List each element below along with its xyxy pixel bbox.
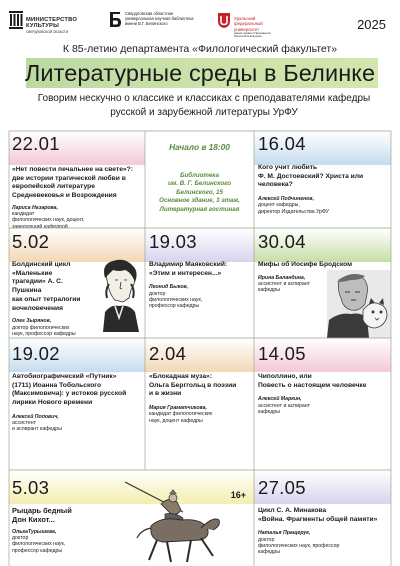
event-date: 5.03 <box>12 477 50 498</box>
event-date: 30.04 <box>258 231 306 252</box>
event-speaker-role: доктор филологических наук, профессор кафедры <box>12 324 76 337</box>
brodsky-photo-image <box>327 270 391 338</box>
event-speaker-role: доктор филологических наук, профессор кафедры <box>12 535 66 554</box>
event-date: 19.02 <box>12 343 60 364</box>
anniversary-line: К 85-летию департамента «Филологический факультет» <box>62 43 338 55</box>
age-rating: 16+ <box>230 490 246 500</box>
event-title: «Нет повести печальнее на свете»?: две истории трагической любви в европейской литературе Средневековья и Возрождения <box>12 166 133 200</box>
library-b-icon <box>108 11 122 29</box>
event-speaker: Мария Граматчикова, <box>149 405 207 412</box>
event-card-1405 <box>254 338 391 470</box>
event-speaker-role: доктор филологических наук, профессор кафедры <box>149 290 203 310</box>
columns-icon <box>9 11 23 29</box>
event-speaker: Олег Зырянов, <box>12 318 52 325</box>
ministry-name: МИНИСТЕРСТВО КУЛЬТУРЫ <box>26 17 78 29</box>
event-card-3004 <box>254 228 391 338</box>
event-speaker-role: кандидат филологических наук, доцент, заведующий кафедрой <box>12 211 85 228</box>
event-speaker: Леонид Быков, <box>149 284 189 291</box>
event-date: 19.03 <box>149 231 197 252</box>
poster-subtitle: Говорим нескучно о классике и классиках с преподавателями кафедры русской и зарубежной литературы УрФУ <box>37 93 371 118</box>
event-speaker: Алексей Подчиненов, <box>258 196 314 203</box>
event-card-0204 <box>145 338 254 470</box>
ministry-logo <box>9 11 77 37</box>
start-time: Начало в 18:00 <box>169 142 230 152</box>
library-name: Свердловская областная универсальная научная библиотека имени В.Г. Белинского <box>125 11 194 27</box>
event-title: Кого учит любить Ф. М. Достоевский? Христа или человека? <box>258 164 364 189</box>
event-speaker-role: доктор филологических наук, профессор кафедры <box>258 536 340 556</box>
event-card-1903 <box>145 228 254 338</box>
poster-title: Литературные среды в Белинке <box>24 60 376 86</box>
event-speaker-role: кандидат филологических наук, доцент кафедры <box>149 411 213 424</box>
event-card-0502 <box>9 228 145 338</box>
event-speaker: Ирина Баландина, <box>258 274 306 281</box>
library-logo <box>108 11 194 37</box>
event-speaker-role: доцент кафедры, директор Издательства УрФУ <box>258 202 330 215</box>
don-quixote-illustration-image <box>121 476 231 566</box>
event-speaker: Лариса Назарова, <box>12 204 58 211</box>
event-title: Чиполлино, или Повесть о настоящем человечке <box>258 373 367 389</box>
event-card-2705 <box>254 470 391 566</box>
event-info-card <box>145 131 254 228</box>
event-speaker: Алексей Маркин, <box>258 396 302 403</box>
event-title: Автобиографический «Путник» (1711) Иоанна Тобольского (Максимовича): у истоков русской лирики Нового времени <box>12 373 127 407</box>
event-title: Рыцарь бедный Дон Кихот... <box>12 506 72 525</box>
poster-year: 2025 <box>357 17 386 32</box>
event-date: 27.05 <box>258 477 306 498</box>
header-logos <box>9 11 391 37</box>
event-date: 5.02 <box>12 231 50 252</box>
event-title: Болдинский цикл «Маленькие трагедии» А. С. Пушкина как опыт тетралогии вочеловечения <box>12 261 81 312</box>
pushkin-portrait-image <box>95 258 143 332</box>
event-date: 14.05 <box>258 343 306 364</box>
event-card-2201 <box>9 131 145 228</box>
urfu-emblem-icon <box>217 11 231 29</box>
event-speaker: Наталья Пращерук, <box>258 530 311 537</box>
event-speaker: ОльгаТурышева, <box>12 528 57 535</box>
event-date: 22.01 <box>12 133 60 154</box>
ministry-region: СВЕРДЛОВСКОЙ ОБЛАСТИ <box>26 30 69 34</box>
urfu-logo <box>217 11 270 37</box>
event-title: Цикл С. А. Минакова «Война. Фрагменты общей памяти» <box>258 507 378 523</box>
event-title: «Блокадная муза»: Ольга Берггольц в поэзии и в жизни <box>149 373 237 398</box>
event-date: 2.04 <box>149 343 187 364</box>
event-title: Мифы об Иосифе Бродском <box>258 261 353 268</box>
urfu-subname: имени первого Президента России Б.Н.Ельцина <box>234 30 271 39</box>
event-speaker-role: ассистент и аспирант кафедры <box>12 420 62 433</box>
event-card-1604 <box>254 131 391 228</box>
event-speaker: Алексей Попович, <box>12 413 59 420</box>
event-date: 16.04 <box>258 133 306 154</box>
event-title: Владимир Маяковский: «Этим и интересен...» <box>149 261 228 277</box>
event-speaker-role: ассистент и аспирант кафедры <box>258 281 310 294</box>
event-card-1902 <box>9 338 145 470</box>
urfu-name: Уральский федеральный университет <box>234 16 263 32</box>
venue-address: Библиотека им. В. Г. Белинского Белинского, 15 Основное здание, 3 этаж, Литературная гостиная <box>159 172 240 213</box>
event-card-0503 <box>9 470 254 566</box>
event-speaker-role: ассистент и аспирант кафедры <box>258 402 310 415</box>
